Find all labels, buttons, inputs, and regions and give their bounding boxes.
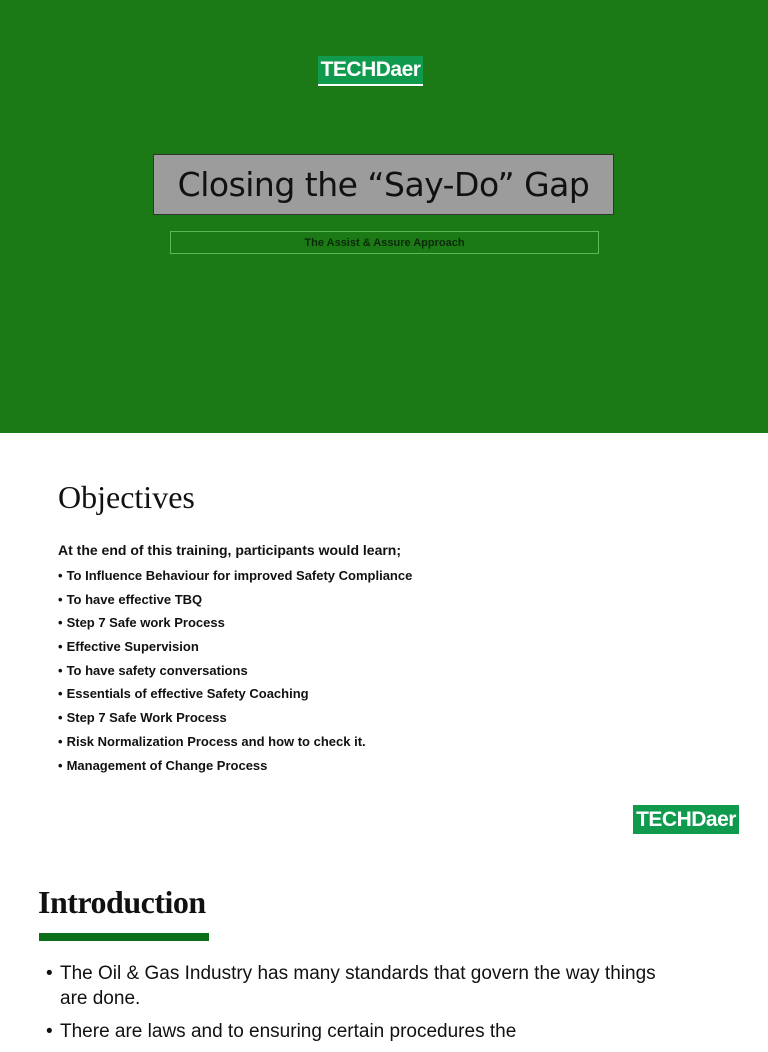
list-item: • To Influence Behaviour for improved Safety Compliance — [58, 566, 412, 590]
introduction-title: Introduction — [38, 884, 206, 920]
slide-subtitle: The Assist & Assure Approach — [304, 236, 465, 249]
introduction-list — [46, 961, 666, 1052]
slide-title: Closing the “Say-Do” Gap — [177, 165, 590, 204]
list-item: • Step 7 Safe work Process — [58, 613, 412, 637]
list-item: • The Oil & Gas Industry has many standards that govern the way things are done. — [46, 961, 666, 1011]
list-item: • Effective Supervision — [58, 637, 412, 661]
list-item: • Management of Change Process — [58, 756, 412, 780]
list-item: • Risk Normalization Process and how to check it. — [58, 732, 412, 756]
techdaer-logo[interactable]: TECHDaer — [633, 805, 739, 834]
techdaer-logo[interactable]: TECHDaer — [318, 56, 423, 86]
objectives-title: Objectives — [58, 479, 195, 515]
introduction-slide — [0, 858, 768, 1042]
list-item: • Essentials of effective Safety Coaching — [58, 684, 412, 708]
list-item: • To have effective TBQ — [58, 590, 412, 614]
title-slide — [0, 0, 768, 433]
objectives-slide — [0, 433, 768, 858]
objectives-list — [58, 566, 412, 779]
list-item: • There are laws and to ensuring certain procedures the — [46, 1019, 666, 1044]
objectives-lead: At the end of this training, participants would learn; — [58, 542, 402, 558]
list-item: • To have safety conversations — [58, 661, 412, 685]
subtitle-box — [170, 231, 599, 254]
list-item: • Step 7 Safe Work Process — [58, 708, 412, 732]
title-box — [153, 154, 614, 215]
title-underline-bar — [39, 933, 209, 941]
